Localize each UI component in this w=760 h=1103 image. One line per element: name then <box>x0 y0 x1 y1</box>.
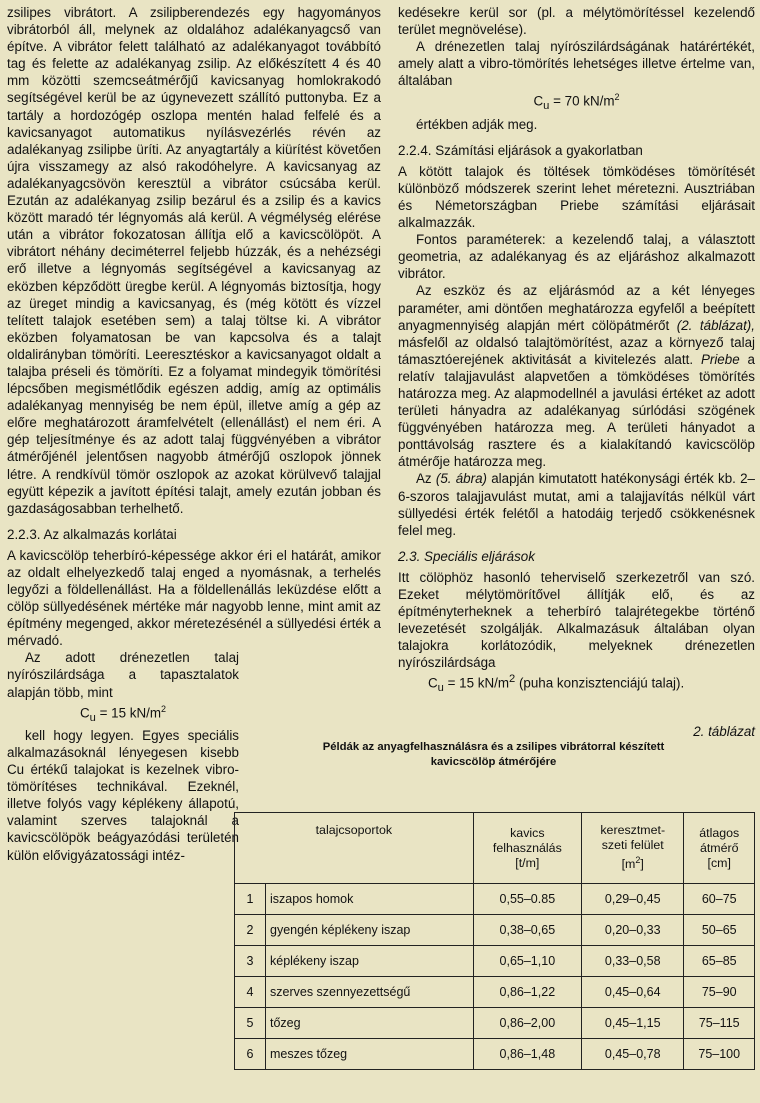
formula-symbol: C <box>428 675 438 691</box>
header-cross-section <box>581 813 683 884</box>
paragraph: A kavicscölöp teherbíró-képessége akkor éri el határát, amikor az oldalt elhelyezkedő talaj enged a nyomásnak, a terhelés legyőzi a földellenállást. Ha a földellenállás leküzdése előtt a cölöp süllyedésének mértéke már nagyobb lenne, mint amit az építmény megenged, akkor méretezésénél a süllyedési érték a mérvadó. <box>7 547 381 649</box>
header-line: átmérő <box>699 840 739 855</box>
header-line: szeti felület <box>601 838 664 853</box>
paragraph <box>398 282 755 470</box>
row-number-cell: 5 <box>235 1008 266 1039</box>
paragraph: értékben adják meg. <box>416 116 538 132</box>
row-number-cell: 1 <box>235 884 266 915</box>
formula-value: = 15 kN/m <box>443 675 510 691</box>
formula-note: (puha konzisztenciájú talaj). <box>515 675 685 691</box>
table-row <box>235 1039 755 1070</box>
table-body <box>235 884 755 1070</box>
soil-type-cell: iszapos homok <box>266 884 474 915</box>
paragraph: A drénezetlen talaj nyírószilárdságának határértékét, amely alatt a vibro-tömörítés lehetséges illetve értelme van, általában <box>398 39 755 89</box>
table-reference: (2. táblázat), <box>676 317 755 333</box>
formula-subscript: u <box>437 682 444 695</box>
paragraph <box>398 470 755 538</box>
table-row <box>235 946 755 977</box>
header-diameter <box>684 813 755 884</box>
cross-section-cell: 0,33–0,58 <box>581 946 683 977</box>
table-title-line: kavicscölöp átmérőjére <box>430 756 557 768</box>
table-title <box>232 740 755 770</box>
header-line: átlagos <box>699 825 740 840</box>
text-run: Az eszköz és az eljárásmód az a két lényeges paraméter, ami döntően meghatározza egyfelől a beépített anyagmennyiség alapján mért cölöpátmérőt <box>398 283 755 333</box>
gravel-usage-cell: 0,86–1,48 <box>473 1039 581 1070</box>
gravel-usage-cell: 0,55–0.85 <box>473 884 581 915</box>
formula-superscript: 2 <box>614 92 620 103</box>
paragraph: Az adott drénezetlen talaj nyírószilárdsága a tapasztalatok alapján több, mint <box>7 650 239 700</box>
formula-superscript: 2 <box>509 673 516 686</box>
header-gravel <box>473 813 581 884</box>
header-line: keresztmet- <box>600 823 666 838</box>
row-number-cell: 4 <box>235 977 266 1008</box>
table-title-line: Példák az anyagfelhasználásra és a zsilipes vibrátorral készített <box>322 741 665 753</box>
paragraph: kell hogy legyen. Egyes speciális alkalmazásoknál lényegesen kisebb Cu értékű talajokat is kezelnek vibro-tömörítéses technikával. Ezeknél, illetve folyós vagy képlékeny állapotú, valamint szerves talajoknál a kavicscölöpök beágyazódási területén külön elővigyázatossági intéz- <box>7 727 239 863</box>
text-run: Az <box>416 471 436 487</box>
gravel-usage-cell: 0,86–1,22 <box>473 977 581 1008</box>
soil-type-cell: szerves szennyezettségű <box>266 977 474 1008</box>
soil-type-cell: képlékeny iszap <box>266 946 474 977</box>
diameter-cell: 75–100 <box>684 1039 755 1070</box>
text-run: a relatív talajjavulást alapvetően a tömködéses tömörítés határozza meg. Az alapmodellnél a javulási értéket az adott területi hányadra az adalékanyag súrlódási szögének függvényében határozza meg. A területi hányadot a ponttávolság rasztere és a kialakítandó kavicscölöp átmérője határozza meg. <box>398 351 755 470</box>
table-row <box>235 1008 755 1039</box>
cross-section-cell: 0,45–0,78 <box>581 1039 683 1070</box>
header-soil-group <box>235 813 474 884</box>
header-unit-end: ] <box>640 857 644 872</box>
section-heading: 2.2.3. Az alkalmazás korlátai <box>7 526 177 542</box>
formula-superscript: 2 <box>161 703 167 714</box>
table-row <box>235 884 755 915</box>
formula <box>398 89 755 115</box>
diameter-cell: 75–90 <box>684 977 755 1008</box>
header-label: talajcsoportok <box>315 823 393 837</box>
row-number-cell: 2 <box>235 915 266 946</box>
formula-subscript: u <box>89 711 96 724</box>
formula-subscript: u <box>543 100 550 113</box>
header-line: felhasználás <box>492 840 562 855</box>
header-line <box>586 853 679 872</box>
diameter-cell: 50–65 <box>684 915 755 946</box>
header-line: [t/m] <box>515 855 540 870</box>
row-number-cell: 3 <box>235 946 266 977</box>
text-run: alapján kimutatott hatékonysági érték kb. 2–6-szoros talajjavulást mutat, ami a talajjavítás nélkül várt süllyedési érték felétől a hatodáig terjedő csökkenésnek felel meg. <box>398 471 756 538</box>
cross-section-cell: 0,45–1,15 <box>581 1008 683 1039</box>
diameter-cell: 60–75 <box>684 884 755 915</box>
cross-section-cell: 0,20–0,33 <box>581 915 683 946</box>
data-table <box>234 812 755 1070</box>
paragraph: Itt cölöphöz hasonló teherviselő szerkezetről van szó. Ezeket mélytömörítővel állítják elő, és az építményterheknek a teherbíró talajrétegekbe történő levezetését szolgálják. Alkalmazásuk általában olyan talajokra korlátozódik, melyeknek drénezetlen nyírószilárdsága <box>398 569 755 671</box>
section-heading: 2.2.4. Számítási eljárások a gyakorlatban <box>398 142 643 158</box>
soil-type-cell: gyengén képlékeny iszap <box>266 915 474 946</box>
section-heading: 2.3. Speciális eljárások <box>398 548 535 564</box>
diameter-cell: 75–115 <box>684 1008 755 1039</box>
row-number-cell: 6 <box>235 1039 266 1070</box>
author-name: Priebe <box>700 351 740 367</box>
table-caption <box>232 724 755 770</box>
formula-value: = 70 kN/m <box>549 93 615 109</box>
header-line: kavics <box>510 825 545 840</box>
cross-section-cell: 0,45–0,64 <box>581 977 683 1008</box>
gravel-usage-cell: 0,38–0,65 <box>473 915 581 946</box>
table-header-row <box>235 813 755 884</box>
paragraph: kedésekre kerül sor (pl. a mélytömörítéssel kezelendő terület megnövelése). <box>398 5 755 38</box>
paragraph: A kötött talajok és töltések tömködéses tömörítését különböző módszerek szerint lehet méretezni. Ausztriában és Németországban Priebe számítási eljárásait alkalmazzák. <box>398 163 755 231</box>
formula <box>7 701 239 727</box>
header-unit-sup: 2 <box>635 855 641 866</box>
paragraph: zsilipes vibrátort. A zsilipberendezés egy hagyományos vibrátorból áll, melynek az oldalához adalékanyagcső van építve. A vibrátor felett található az adalékanyagot továbbító tag és felette az adalékanyag zsilip. Az előkészített 4 és 40 mm közötti szemcseátmérőjű kavicsanyag homlokrakodó segítségével kerül be az úgynevezett szállító puttonyba. Ez a tartály a hordozógép oszlopa mentén halad felfelé és a kavicsanyagot automatikus nyílásvezérlés révén az adalékanyag zsilipbe üríti. Az anyagtartály a kiürítést követően újra visszamegy az alsó rakodóhelyre. A kavicsanyag az adalékanyagcsövön keresztül a vibrátor csúcsába kerül. Ezután az adalékanyag zsilip bezárul és a zsilip és a kavics között maradó tér légnyomás alá kerül. A végmélység elérése után a vibrátor fokozatosan állítja elő a kavicscölöpöt. A vibrátort néhány deciméterrel feljebb húzzák, és a nehézségi erő illetve a légnyomás segítségével a kavicsanyag az eközben képződött üregbe kerül. A légnyomás biztosítja, hogy az üreget mindig a kavicsanyag, és (még kötött és vízzel telített talajok esetében sem) a talaj töltse ki. A vibrátor eközben folyamatosan be van kapcsolva és a talajt oldalirányban tömöríti. Leeresztéskor a kavicsanyagot oldalt a talajba préseli és tömöríti. Ez a folyamat mindegyik tömörítési lépcsőben megismétlődik egészen addig, amíg az optimális adalékanyag mennyiség be nem épül, illetve amíg a gép az előre meghatározott áramfelvételt (ellenállást) el nem éri. A gép teljesítménye és az adott talaj függvényében a vibrátor átmérőjénél jelentősen nagyobb átmérőjű oszlopok jönnek létre. A rendkívül tömör oszlopok az azokat körülvevő talajjal együtt képezik a javított építési talajt, amely ezután jobban és gazdaságosabban terhelhető. <box>7 5 381 516</box>
soil-type-cell: meszes tőzeg <box>266 1039 474 1070</box>
gravel-usage-cell: 0,65–1,10 <box>473 946 581 977</box>
right-column <box>398 4 755 698</box>
cross-section-cell: 0,29–0,45 <box>581 884 683 915</box>
table-label: 2. táblázat <box>693 724 755 739</box>
header-unit: [m <box>621 857 636 872</box>
narrow-text-block <box>7 649 239 863</box>
text-run: másfelől az oldalsó talajtömörítést, azaz a környező talaj támasztóerejének aktivitását a kivitelezés alatt. <box>398 334 755 367</box>
header-line: [cm] <box>707 855 731 870</box>
table-row <box>235 977 755 1008</box>
formula-symbol: C <box>533 93 544 109</box>
formula-symbol: C <box>79 705 90 721</box>
soil-type-cell: tőzeg <box>266 1008 474 1039</box>
figure-reference: (5. ábra) <box>435 471 487 487</box>
formula-value: = 15 kN/m <box>95 705 161 721</box>
table-row <box>235 915 755 946</box>
formula <box>398 671 755 697</box>
diameter-cell: 65–85 <box>684 946 755 977</box>
paragraph: Fontos paraméterek: a kezelendő talaj, a választott geometria, az adalékanyag és az eljáráshoz alkalmazott vibrátor. <box>398 232 755 282</box>
gravel-usage-cell: 0,86–2,00 <box>473 1008 581 1039</box>
